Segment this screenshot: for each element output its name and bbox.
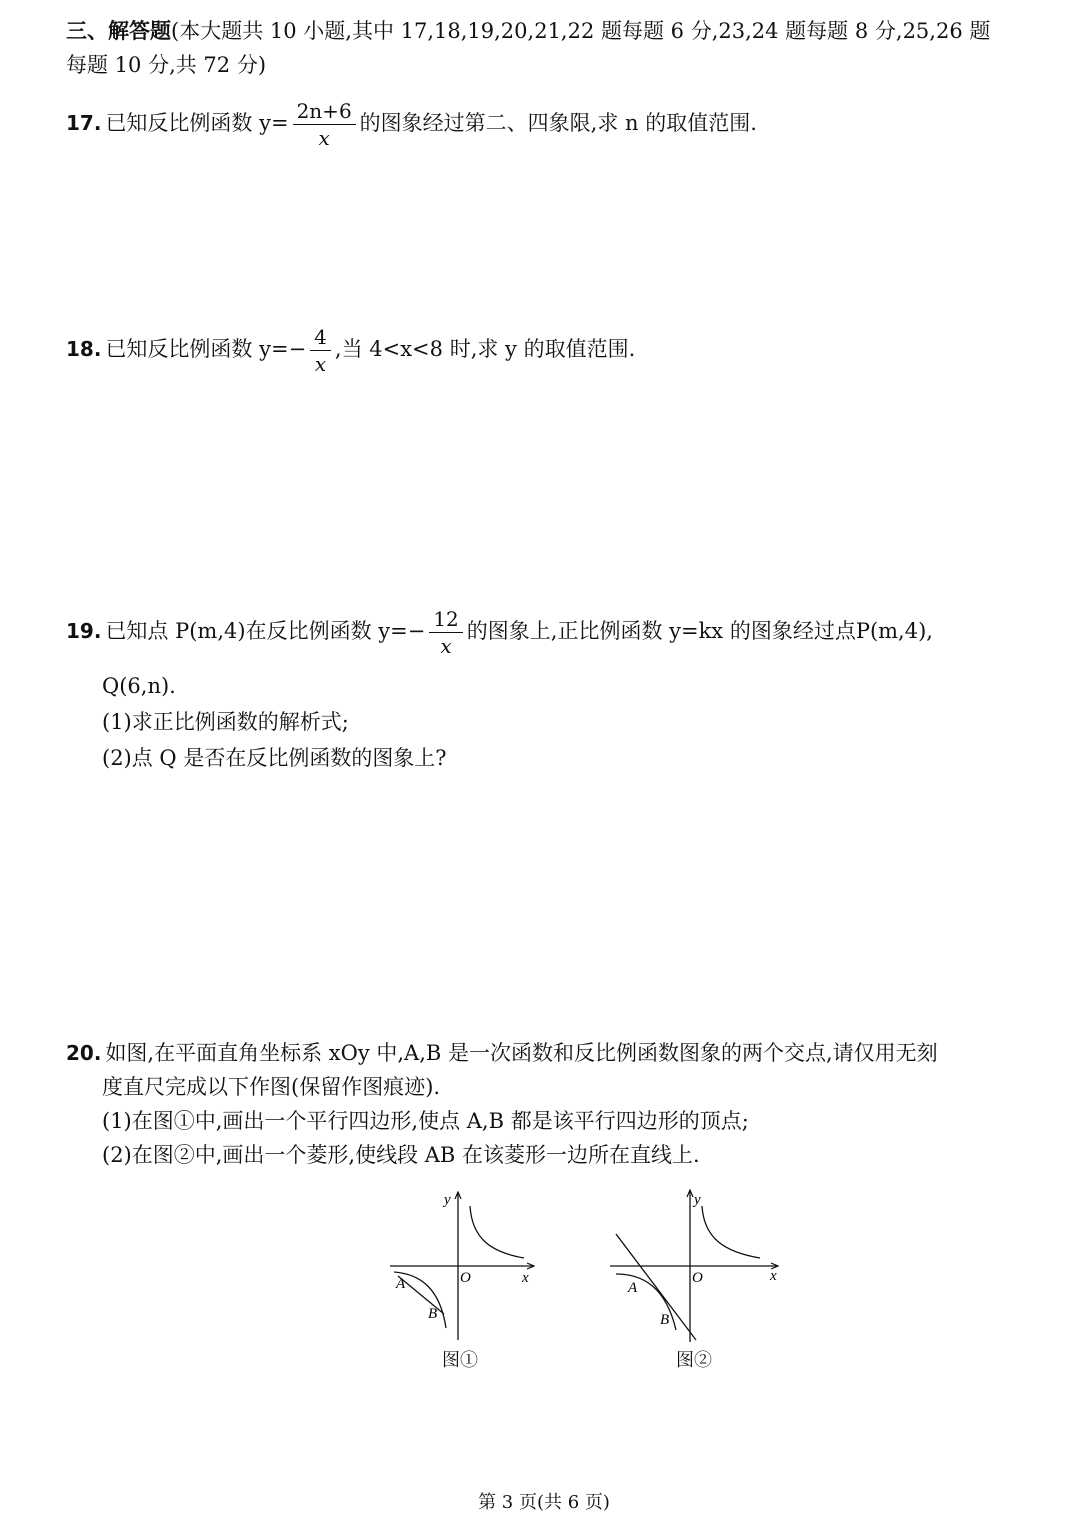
question-text: 已知点 P(m,4)在反比例函数 y=− xyxy=(105,619,426,643)
question-part-2: (2)在图②中,画出一个菱形,使线段 AB 在该菱形一边所在直线上. xyxy=(102,1143,700,1167)
fraction-numerator: 2n+6 xyxy=(293,98,356,125)
point-b-label: B xyxy=(428,1306,438,1322)
question-text-cont: 度直尺完成以下作图(保留作图痕迹). xyxy=(102,1075,441,1099)
figure-2-caption: 图② xyxy=(676,1350,712,1371)
question-number: 17. xyxy=(66,111,102,135)
question-number: 20. xyxy=(66,1041,102,1065)
x-axis-label: x xyxy=(770,1268,777,1284)
hyperbola-branch-1 xyxy=(470,1206,524,1258)
fraction-denominator: x xyxy=(318,126,330,150)
figure-1-diagram xyxy=(386,1188,546,1348)
question-text: 的图象经过第二、四象限,求 n 的取值范围. xyxy=(359,111,757,135)
page-footer: 第 3 页(共 6 页) xyxy=(478,1492,610,1513)
section-note: (本大题共 10 小题,其中 17,18,19,20,21,22 题每题 6 分,23,24 题每题 8 分,25,26 题 xyxy=(171,19,991,43)
figure-1 xyxy=(386,1188,546,1348)
y-axis-label: y xyxy=(694,1192,701,1208)
point-a-label: A xyxy=(628,1280,638,1296)
point-a-label: A xyxy=(396,1276,406,1292)
fraction-denominator: x xyxy=(314,352,327,376)
section-note-cont: 每题 10 分,共 72 分) xyxy=(66,53,267,77)
fraction xyxy=(293,98,356,151)
question-text: 已知反比例函数 y=− xyxy=(105,337,307,361)
fraction-denominator: x xyxy=(440,634,452,658)
figure-2 xyxy=(606,1188,786,1348)
figure-1-caption: 图① xyxy=(442,1350,478,1371)
point-b-label: B xyxy=(660,1312,670,1328)
question-text: 的图象上,正比例函数 y=kx 的图象经过点P(m,4), xyxy=(466,619,933,643)
question-text: 已知反比例函数 y= xyxy=(105,111,289,135)
figure-2-diagram xyxy=(606,1188,786,1348)
y-axis-label: y xyxy=(444,1192,451,1208)
fraction-numerator: 12 xyxy=(429,606,462,633)
question-number: 18. xyxy=(66,337,102,361)
hyperbola-branch-1 xyxy=(702,1206,760,1258)
question-number: 19. xyxy=(66,619,102,643)
section-title: 三、解答题 xyxy=(66,19,171,43)
fraction xyxy=(310,324,331,377)
question-19 xyxy=(66,604,1062,775)
question-part-2: (2)点 Q 是否在反比例函数的图象上? xyxy=(102,746,447,770)
question-text: ,当 4<x<8 时,求 y 的取值范围. xyxy=(334,337,636,361)
origin-label: O xyxy=(692,1270,703,1286)
fraction-numerator: 4 xyxy=(310,324,331,351)
question-20 xyxy=(66,1036,1062,1172)
question-text: 如图,在平面直角坐标系 xOy 中,A,B 是一次函数和反比例函数图象的两个交点,请仅用无刻 xyxy=(105,1041,938,1065)
origin-label: O xyxy=(460,1270,471,1286)
question-18 xyxy=(66,322,1062,377)
question-part-1: (1)在图①中,画出一个平行四边形,使点 A,B 都是该平行四边形的顶点; xyxy=(102,1109,749,1133)
question-part-1: (1)求正比例函数的解析式; xyxy=(102,710,349,734)
question-17 xyxy=(66,96,1062,151)
question-text-cont: Q(6,n). xyxy=(102,674,176,698)
fraction xyxy=(429,606,462,659)
x-axis-label: x xyxy=(522,1270,529,1286)
section-header xyxy=(66,14,1062,82)
